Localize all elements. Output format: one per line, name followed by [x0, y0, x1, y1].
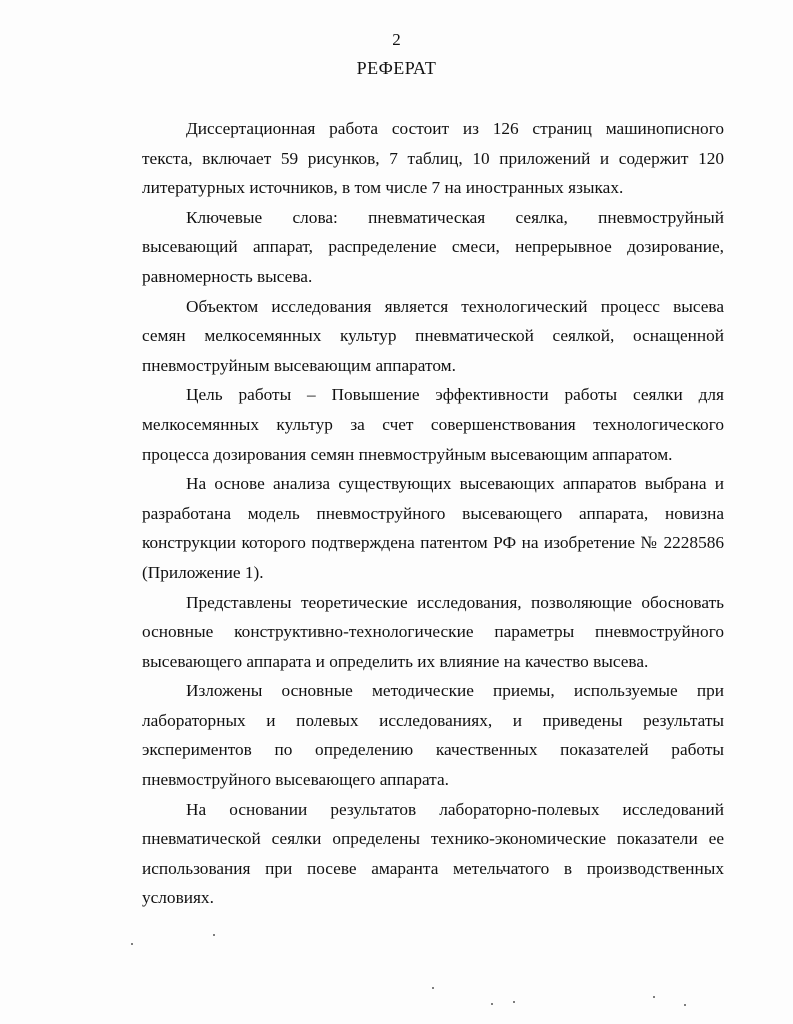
page-title: РЕФЕРАТ — [356, 58, 437, 78]
text-line: разработана модель пневмоструйного высевающего аппарата, новизна — [142, 503, 724, 523]
scan-speck — [684, 1004, 686, 1006]
text-line: Цель работы – Повышение эффективности работы сеялки для — [186, 385, 724, 405]
text-line: (Приложение 1). — [142, 562, 264, 582]
text-line: мелкосемянных культур за счет совершенствования технологического — [142, 414, 724, 434]
paragraph-methods — [142, 676, 724, 794]
paragraph-goal — [142, 380, 724, 469]
paragraph-keywords — [142, 203, 724, 292]
text-line: условиях. — [142, 888, 214, 908]
paragraph-results — [142, 795, 724, 913]
scan-speck — [213, 934, 215, 936]
text-line: Объектом исследования является технологический процесс высева — [186, 296, 724, 316]
text-line: лабораторных и полевых исследованиях, и приведены результаты — [142, 710, 724, 730]
text-line: Изложены основные методические приемы, используемые при — [186, 681, 724, 701]
text-line: пневмоструйного высевающего аппарата. — [142, 770, 449, 790]
text-line: использования при посеве амаранта метельчатого в производственных — [142, 858, 724, 878]
text-line: литературных источников, в том числе 7 на иностранных языках. — [142, 178, 624, 198]
text-line: семян мелкосемянных культур пневматической сеялкой, оснащенной — [142, 326, 724, 346]
abstract-body — [142, 114, 724, 913]
text-line: На основании результатов лабораторно-полевых исследований — [186, 799, 724, 819]
paragraph-structure — [142, 114, 724, 203]
scan-speck — [131, 943, 133, 945]
text-line: высевающего аппарата и определить их влияние на качество высева. — [142, 651, 649, 671]
paragraph-theory — [142, 588, 724, 677]
text-line: Ключевые слова: пневматическая сеялка, пневмоструйный — [186, 207, 724, 227]
text-line: На основе анализа существующих высевающих аппаратов выбрана и — [186, 474, 724, 494]
text-line: пневматической сеялки определены технико-экономические показатели ее — [142, 829, 724, 849]
paragraph-object — [142, 292, 724, 381]
scan-speck — [513, 1001, 515, 1003]
text-line: равномерность высева. — [142, 266, 313, 286]
scan-speck — [432, 987, 434, 989]
text-line: текста, включает 59 рисунков, 7 таблиц, 10 приложений и содержит 120 — [142, 148, 724, 168]
text-line: пневмоструйным высевающим аппаратом. — [142, 355, 456, 375]
text-line: процесса дозирования семян пневмоструйным высевающим аппаратом. — [142, 444, 673, 464]
text-line: конструкции которого подтверждена патентом РФ на изобретение № 2228586 — [142, 533, 724, 553]
scan-speck — [491, 1003, 493, 1005]
text-line: Диссертационная работа состоит из 126 страниц машинописного — [186, 119, 724, 138]
text-line: высевающий аппарат, распределение смеси, непрерывное дозирование, — [142, 237, 724, 257]
page-number: 2 — [392, 30, 401, 49]
scan-speck — [653, 996, 655, 998]
text-line: Представлены теоретические исследования, позволяющие обосновать — [186, 592, 724, 612]
text-line: основные конструктивно-технологические параметры пневмоструйного — [142, 622, 724, 642]
text-line: экспериментов по определению качественных показателей работы — [142, 740, 724, 760]
paragraph-model — [142, 469, 724, 587]
